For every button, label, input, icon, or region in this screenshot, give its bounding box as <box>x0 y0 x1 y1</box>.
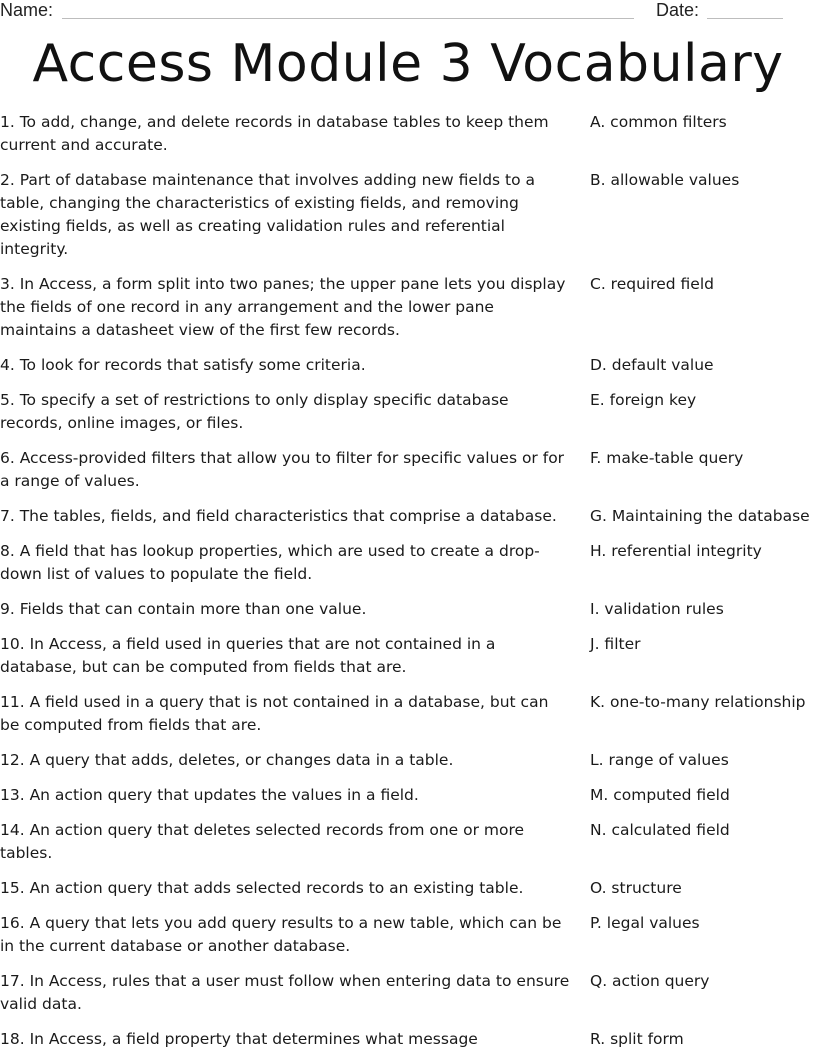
vocabulary-row <box>0 354 816 377</box>
vocabulary-row <box>0 389 816 435</box>
clue-text: 15. An action query that adds selected records to an existing table. <box>0 879 524 897</box>
answer-choice: L. range of values <box>590 751 729 769</box>
vocabulary-row <box>0 598 816 621</box>
clue-text: 9. Fields that can contain more than one value. <box>0 600 367 618</box>
answer-choice: P. legal values <box>590 914 700 932</box>
vocabulary-row <box>0 633 816 679</box>
header-line <box>0 0 816 24</box>
clue-text: 12. A query that adds, deletes, or changes data in a table. <box>0 751 454 769</box>
name-label: Name: <box>0 0 54 20</box>
clue-text: 6. Access-provided filters that allow you to filter for specific values or for a range of values. <box>0 449 565 490</box>
answer-choice: K. one-to-many relationship <box>590 693 806 711</box>
clue-text: 17. In Access, rules that a user must follow when entering data to ensure valid data. <box>0 972 570 1013</box>
clue-text: 7. The tables, fields, and field characteristics that comprise a database. <box>0 507 557 525</box>
vocabulary-row <box>0 970 816 1016</box>
clue-text: 1. To add, change, and delete records in database tables to keep them current and accurate. <box>0 113 549 154</box>
vocabulary-row <box>0 540 816 586</box>
page-title: Access Module 3 Vocabulary <box>32 34 784 94</box>
answer-choice: H. referential integrity <box>590 542 762 560</box>
answer-choice: J. filter <box>590 635 641 653</box>
vocabulary-row <box>0 111 816 157</box>
vocabulary-row <box>0 784 816 807</box>
vocabulary-row <box>0 912 816 958</box>
vocabulary-row <box>0 447 816 493</box>
answer-choice: C. required field <box>590 275 714 293</box>
answer-choice: F. make-table query <box>590 449 744 467</box>
clue-text: 4. To look for records that satisfy some criteria. <box>0 356 366 374</box>
clue-text: 11. A field used in a query that is not contained in a database, but can be computed from fields that are. <box>0 693 549 734</box>
vocabulary-row <box>0 273 816 342</box>
vocabulary-row <box>0 505 816 528</box>
vocabulary-row <box>0 749 816 772</box>
answer-choice: G. Maintaining the database <box>590 507 810 525</box>
answer-choice: B. allowable values <box>590 171 740 189</box>
answer-choice: I. validation rules <box>590 600 724 618</box>
date-blank-line <box>707 18 783 19</box>
answer-choice: Q. action query <box>590 972 710 990</box>
answer-choice: R. split form <box>590 1030 684 1048</box>
vocabulary-row <box>0 877 816 900</box>
clue-text: 5. To specify a set of restrictions to only display specific database records, online images, or files. <box>0 391 509 432</box>
date-label: Date: <box>656 0 700 20</box>
clue-text: 8. A field that has lookup properties, which are used to create a drop-down list of values to populate the field. <box>0 542 540 583</box>
clue-text: 3. In Access, a form split into two panes; the upper pane lets you display the fields of one record in any arrangement and the lower pane maintains a datasheet view of the first few records. <box>0 275 566 339</box>
answer-choice: A. common filters <box>590 113 727 131</box>
vocabulary-row <box>0 169 816 261</box>
vocabulary-row <box>0 819 816 865</box>
answer-choice: D. default value <box>590 356 714 374</box>
name-blank-line <box>62 18 634 19</box>
clue-text: 13. An action query that updates the values in a field. <box>0 786 419 804</box>
answer-choice: N. calculated field <box>590 821 730 839</box>
clue-text: 10. In Access, a field used in queries that are not contained in a database, but can be computed from fields that are. <box>0 635 496 676</box>
answer-choice: M. computed field <box>590 786 730 804</box>
clue-text: 18. In Access, a field property that determines what message <box>0 1030 478 1048</box>
answer-choice: O. structure <box>590 879 682 897</box>
clue-text: 14. An action query that deletes selected records from one or more tables. <box>0 821 525 862</box>
answer-choice: E. foreign key <box>590 391 697 409</box>
vocabulary-row <box>0 1028 816 1051</box>
vocabulary-row <box>0 691 816 737</box>
clue-text: 2. Part of database maintenance that involves adding new fields to a table, changing the characteristics of existing fields, and removing existing fields, as well as creating validation rules and referential integrity. <box>0 171 536 258</box>
clue-text: 16. A query that lets you add query results to a new table, which can be in the current database or another database. <box>0 914 562 955</box>
vocabulary-list <box>0 111 816 1063</box>
